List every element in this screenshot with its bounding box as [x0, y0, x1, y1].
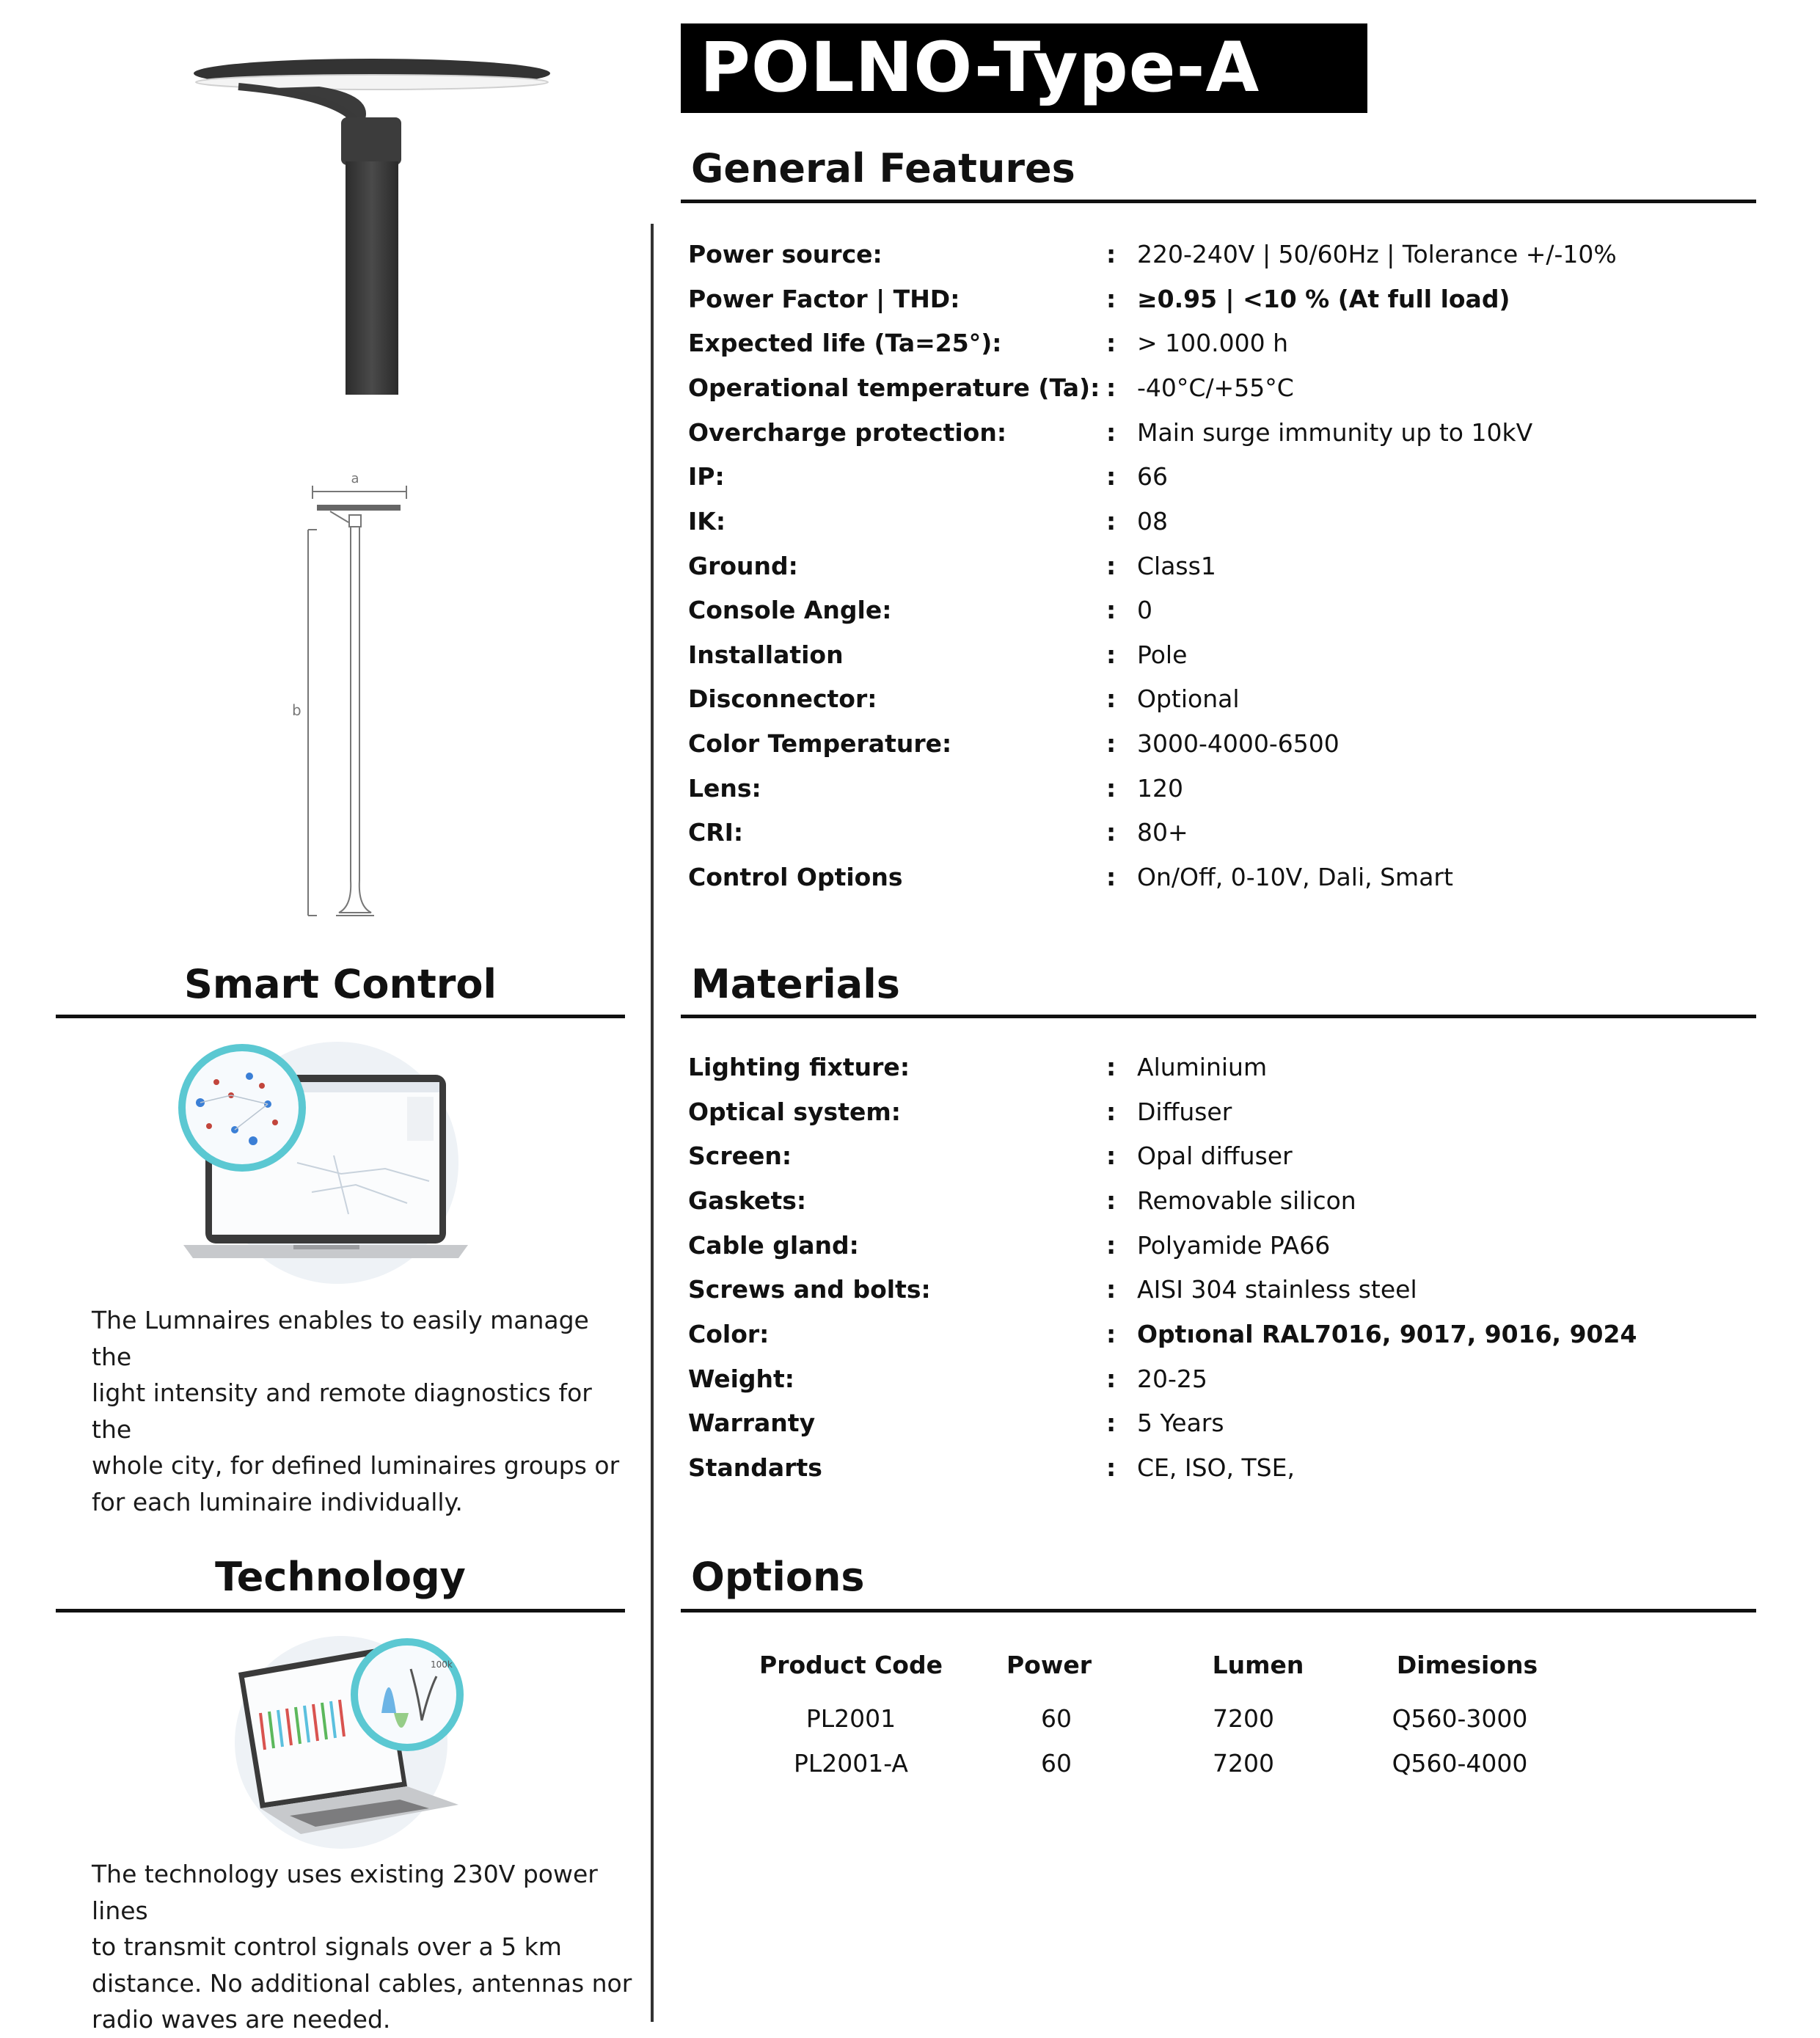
table-cell: 60 [1041, 1749, 1072, 1778]
spec-value: 220-240V | 50/60Hz | Tolerance +/-10% [1137, 240, 1617, 269]
spec-separator: : [1106, 818, 1117, 847]
spec-row [688, 455, 1744, 499]
spec-row [688, 366, 1744, 410]
spec-value: 20-25 [1137, 1365, 1207, 1393]
text-line: whole city, for defined luminaires groups or [92, 1451, 620, 1480]
spec-label: Screws and bolts: [688, 1275, 931, 1304]
spec-value: 120 [1137, 774, 1183, 803]
spec-separator: : [1106, 1453, 1117, 1482]
spec-separator: : [1106, 1275, 1117, 1304]
spec-label: Power source: [688, 240, 882, 269]
spec-value: AISI 304 stainless steel [1137, 1275, 1417, 1304]
spec-label: Standarts [688, 1453, 822, 1482]
spec-row [688, 588, 1744, 632]
spec-label: IP: [688, 462, 725, 491]
table-cell: 7200 [1213, 1749, 1274, 1778]
spec-separator: : [1106, 774, 1117, 803]
spec-separator: : [1106, 462, 1117, 491]
spec-row [688, 811, 1744, 855]
technology-description [92, 1856, 635, 2038]
spec-separator: : [1106, 552, 1117, 580]
spec-separator: : [1106, 684, 1117, 713]
spec-row [688, 1312, 1744, 1356]
spec-value: Polyamide PA66 [1137, 1231, 1331, 1260]
spec-label: Weight: [688, 1365, 795, 1393]
spec-row [688, 1224, 1744, 1268]
text-line: radio waves are needed. [92, 2005, 391, 2034]
tech-screen-label: 100k [431, 1659, 453, 1670]
spec-value: ≥0.95 | <10 % (At full load) [1137, 285, 1510, 313]
options-heading: Options [681, 1554, 1756, 1612]
spec-label: Optical system: [688, 1097, 901, 1126]
spec-separator: : [1106, 596, 1117, 624]
spec-value: Main surge immunity up to 10kV [1137, 418, 1533, 447]
spec-row [688, 1179, 1744, 1223]
spec-row [688, 855, 1744, 899]
luminaire-product-image [187, 51, 569, 396]
spec-row [688, 1268, 1744, 1312]
spec-separator: : [1106, 240, 1117, 269]
spec-separator: : [1106, 329, 1117, 357]
table-cell: Q560-4000 [1392, 1749, 1528, 1778]
table-cell: 7200 [1213, 1704, 1274, 1733]
technology-illustration [224, 1632, 488, 1852]
spec-row [688, 1090, 1744, 1134]
spec-label: Disconnector: [688, 684, 877, 713]
spec-separator: : [1106, 1409, 1117, 1437]
dimension-a-label: a [351, 471, 359, 486]
text-line: for each luminaire individually. [92, 1487, 463, 1516]
table-header-lumen: Lumen [1212, 1651, 1304, 1679]
smart-control-heading: Smart Control [56, 961, 625, 1018]
spec-row [688, 500, 1744, 544]
spec-row [688, 1134, 1744, 1178]
spec-label: Ground: [688, 552, 798, 580]
spec-row [688, 767, 1744, 811]
smart-control-description [92, 1302, 635, 1520]
technology-heading: Technology [56, 1554, 625, 1612]
spec-label: Control Options [688, 863, 903, 891]
table-cell: PL2001-A [793, 1749, 909, 1778]
spec-separator: : [1106, 1231, 1117, 1260]
text-line: The technology uses existing 230V power lines [92, 1860, 598, 1925]
spec-value: 66 [1137, 462, 1168, 491]
spec-label: Installation [688, 640, 844, 669]
smart-control-illustration [165, 1038, 480, 1288]
spec-row [688, 633, 1744, 677]
spec-row [688, 677, 1744, 721]
table-cell: PL2001 [805, 1704, 896, 1733]
page-title: POLNO-Type-A [681, 23, 1367, 113]
spec-separator: : [1106, 640, 1117, 669]
spec-row [688, 722, 1744, 766]
spec-label: Gaskets: [688, 1186, 807, 1215]
spec-label: Lighting fixture: [688, 1053, 910, 1081]
spec-separator: : [1106, 863, 1117, 891]
table-cell: 60 [1041, 1704, 1072, 1733]
spec-row [688, 1045, 1744, 1089]
spec-label: Color: [688, 1320, 770, 1348]
spec-row [688, 1401, 1744, 1445]
spec-separator: : [1106, 1186, 1117, 1215]
spec-value: Pole [1137, 640, 1188, 669]
spec-value: CE, ISO, TSE, [1137, 1453, 1295, 1482]
spec-separator: : [1106, 373, 1117, 402]
spec-value: Class1 [1137, 552, 1216, 580]
options-table [726, 1651, 1702, 1812]
column-divider [651, 224, 654, 2022]
spec-label: Warranty [688, 1409, 816, 1437]
spec-label: Screen: [688, 1142, 792, 1170]
spec-separator: : [1106, 418, 1117, 447]
materials-heading: Materials [681, 961, 1756, 1018]
spec-row [688, 411, 1744, 455]
spec-separator: : [1106, 729, 1117, 758]
spec-label: CRI: [688, 818, 744, 847]
spec-value: Optional [1137, 684, 1240, 713]
spec-value: 5 Years [1137, 1409, 1224, 1437]
spec-row [688, 1357, 1744, 1401]
spec-value: Diffuser [1137, 1097, 1232, 1126]
spec-label: IK: [688, 507, 726, 536]
spec-value: Removable silicon [1137, 1186, 1356, 1215]
dimension-b-label: b [292, 701, 301, 719]
spec-separator: : [1106, 507, 1117, 536]
table-header-product-code: Product Code [759, 1651, 943, 1679]
spec-separator: : [1106, 1053, 1117, 1081]
spec-label: Operational temperature (Ta): [688, 373, 1100, 402]
spec-value: 3000-4000-6500 [1137, 729, 1340, 758]
spec-separator: : [1106, 285, 1117, 313]
spec-separator: : [1106, 1142, 1117, 1170]
spec-value: 0 [1137, 596, 1152, 624]
spec-label: Lens: [688, 774, 761, 803]
spec-label: Expected life (Ta=25°): [688, 329, 1002, 357]
spec-separator: : [1106, 1097, 1117, 1126]
spec-label: Cable gland: [688, 1231, 859, 1260]
spec-row [688, 233, 1744, 277]
spec-label: Overcharge protection: [688, 418, 1007, 447]
spec-label: Power Factor | THD: [688, 285, 960, 313]
spec-row [688, 321, 1744, 365]
text-line: The Lumnaires enables to easily manage the [92, 1306, 589, 1371]
spec-label: Color Temperature: [688, 729, 952, 758]
spec-value: -40°C/+55°C [1137, 373, 1294, 402]
spec-value: On/Off, 0-10V, Dali, Smart [1137, 863, 1453, 891]
spec-value: > 100.000 h [1137, 329, 1289, 357]
table-header-dimensions: Dimesions [1396, 1651, 1538, 1679]
spec-separator: : [1106, 1365, 1117, 1393]
general-features-heading: General Features [681, 145, 1756, 203]
text-line: light intensity and remote diagnostics for the [92, 1378, 592, 1444]
table-header-power: Power [1006, 1651, 1092, 1679]
spec-value: Aluminium [1137, 1053, 1268, 1081]
spec-row [688, 1446, 1744, 1490]
spec-value: Opal diffuser [1137, 1142, 1293, 1170]
text-line: to transmit control signals over a 5 km [92, 1932, 562, 1961]
spec-row [688, 544, 1744, 588]
spec-separator: : [1106, 1320, 1117, 1348]
dimension-drawing [279, 470, 425, 924]
spec-value: Optıonal RAL7016, 9017, 9016, 9024 [1137, 1320, 1637, 1348]
text-line: distance. No additional cables, antennas nor [92, 1968, 632, 1998]
spec-row [688, 277, 1744, 321]
spec-value: 08 [1137, 507, 1168, 536]
table-cell: Q560-3000 [1392, 1704, 1528, 1733]
spec-value: 80+ [1137, 818, 1188, 847]
spec-label: Console Angle: [688, 596, 892, 624]
